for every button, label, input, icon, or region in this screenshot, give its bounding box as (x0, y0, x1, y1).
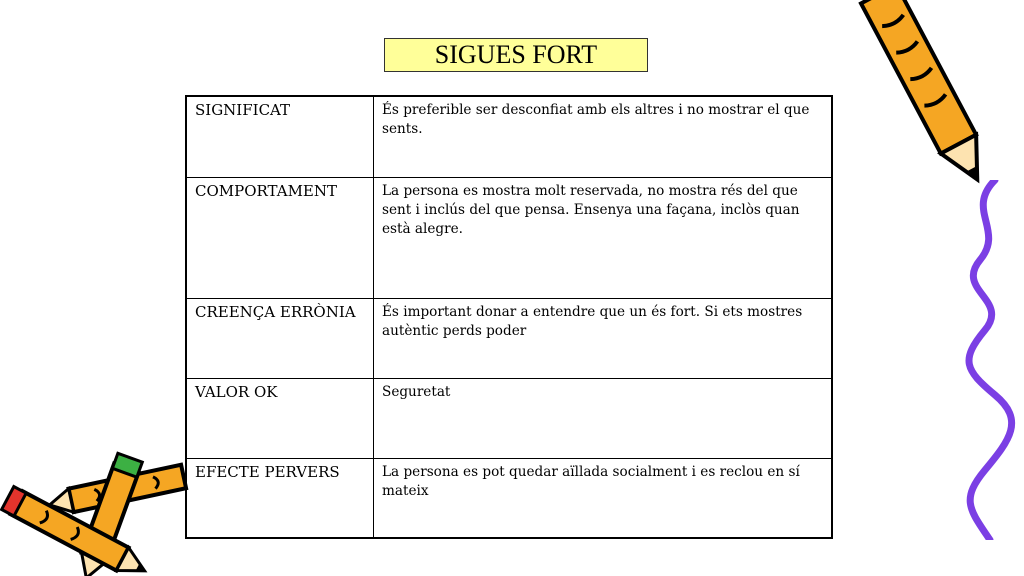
row-text: És preferible ser desconfiat amb els altres i no mostrar el que sents. (374, 96, 833, 177)
table-row (186, 378, 832, 458)
row-label: SIGNIFICAT (186, 96, 374, 177)
row-text: La persona es pot quedar aïllada socialment i es reclou en sí mateix (374, 458, 833, 538)
row-text: Seguretat (374, 378, 833, 458)
pencil-icon (855, 0, 1015, 200)
row-label: COMPORTAMENT (186, 177, 374, 298)
table-row (186, 458, 832, 538)
table-row (186, 177, 832, 298)
slide-title: SIGUES FORT (384, 38, 648, 72)
table-row (186, 298, 832, 378)
row-label: CREENÇA ERRÒNIA (186, 298, 374, 378)
pencil-icon (0, 440, 200, 576)
row-label: VALOR OK (186, 378, 374, 458)
info-table (185, 95, 833, 539)
row-label: EFECTE PERVERS (186, 458, 374, 538)
row-text: La persona es mostra molt reservada, no mostra rés del que sent i inclús del que pensa. Ensenya una façana, inclòs quan està alegre. (374, 177, 833, 298)
row-text: És important donar a entendre que un és fort. Si ets mostres autèntic perds poder (374, 298, 833, 378)
table-row (186, 96, 832, 177)
squiggle-line (960, 180, 1020, 540)
